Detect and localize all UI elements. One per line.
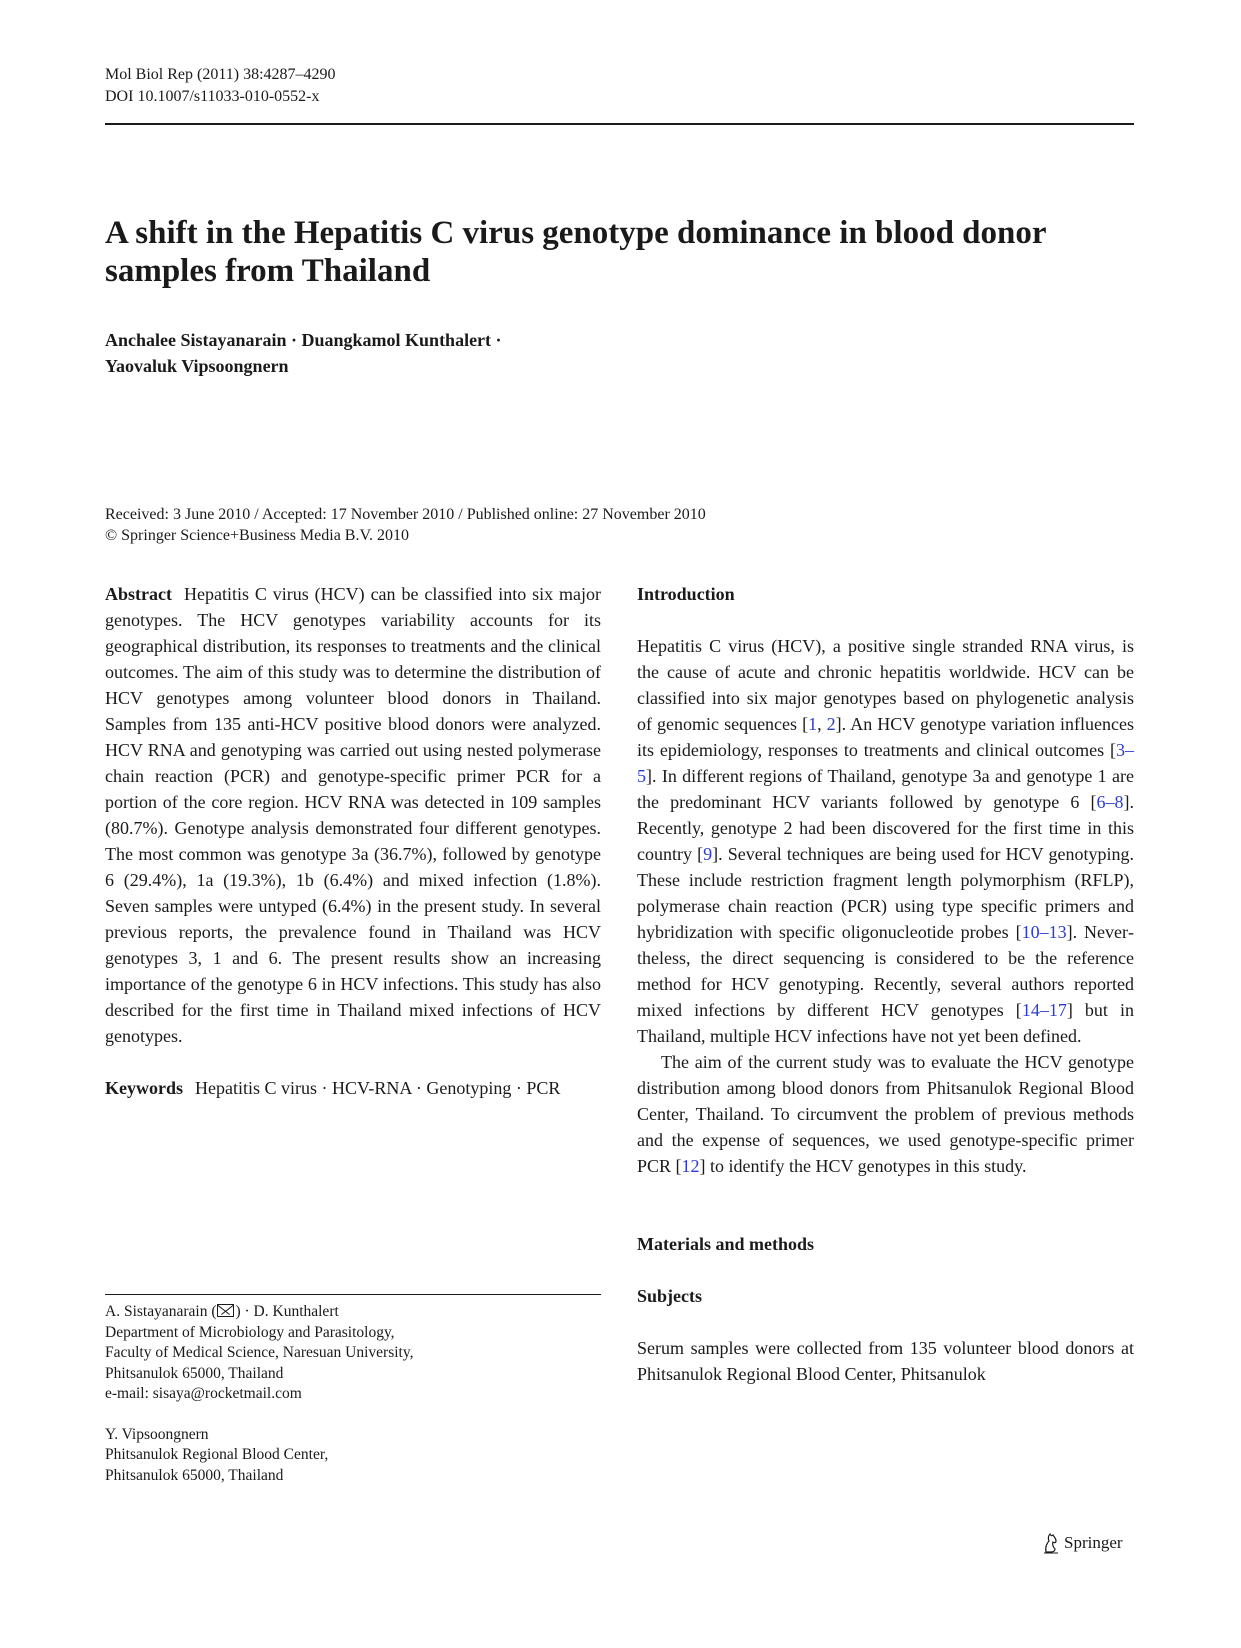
footnote-rule: [105, 1294, 601, 1295]
affiliation-2-institution: Phitsanulok Regional Blood Center,: [105, 1446, 329, 1463]
subjects-subheading: Subjects: [637, 1286, 703, 1306]
authors-line-1: Anchalee Sistayanarain · Duangkamol Kunthalert ·: [105, 330, 502, 350]
author-list: [105, 327, 805, 379]
affiliation-1: [105, 1302, 601, 1405]
affiliation-1-department: Department of Microbiology and Parasitology,: [105, 1323, 395, 1341]
springer-horse-icon: [1042, 1532, 1060, 1554]
citation-link[interactable]: 2: [826, 714, 836, 734]
affiliation-2-name: Y. Vipsoongnern: [105, 1425, 209, 1443]
citation-link[interactable]: 10–13: [1021, 922, 1067, 942]
authors-line-2: Yaovaluk Vipsoongnern: [105, 356, 289, 376]
citation-link[interactable]: 9: [703, 844, 713, 864]
affiliation-2-address: Phitsanulok 65000, Thailand: [105, 1466, 284, 1484]
affiliation-1-email[interactable]: e-mail: sisaya@rocketmail.com: [105, 1385, 302, 1402]
journal-header: [105, 64, 336, 108]
abstract-text: Hepatitis C virus (HCV) can be classified into six major genotypes. The HCV genotypes variability accounts for its geographical distribution, its responses to treatments and the clinical outcomes. The aim of this study was to determine the distribution of HCV genotypes among volunteer blood donors in Thailand. Samples from 135 anti-HCV positive blood donors were analyzed. HCV RNA and genotyping was carried out using nested polymerase chain reaction (PCR) and genotype-specific primer PCR for a portion of the core region. HCV RNA was detected in 109 samples (80.7%). Genotype analysis demonstrated four different genotypes. The most common was genotype 3a (36.7%), followed by genotype 6 (29.4%), 1a (19.3%), 1b (6.4%) and mixed infection (1.8%). Seven samples were untyped (6.4%) in the present study. In several previous reports, the prevalence found in Thailand was HCV genotypes 3, 1 and 6. The present results show an increasing importance of the genotype 6 in HCV infections. This study has also described for the first time in Thailand mixed infections of HCV genotypes.: [105, 584, 601, 1046]
publisher-logo: [1042, 1532, 1123, 1554]
affiliation-1-names: A. Sistayanarain ( ) · D. Kunthalert: [105, 1303, 339, 1320]
publication-dates: [105, 504, 1134, 546]
affiliation-1-address: Phitsanulok 65000, Thailand: [105, 1364, 284, 1382]
methods-heading: Materials and methods: [637, 1234, 814, 1254]
introduction-paragraph-1: Hepatitis C virus (HCV), a positive single stranded RNA virus, is the cause of acute and chronic hepatitis worldwide. HCV can be classified into six major genotypes based on phylogenetic analysis of genomic sequences [1, 2]. An HCV genotype variation influences its epidemiology, responses to treatments and clinical outcomes [3–5]. In different regions of Thailand, genotype 3a and genotype 1 are the predominant HCV variants followed by genotype 6 [6–8]. Recently, genotype 2 had been discovered for the first time in this country [9]. Several techniques are being used for HCV genotyping. These include restriction fragment length polymorphism (RFLP), polymerase chain reaction (PCR) using type specific primers and hybridization with specific oligonucleotide probes [10–13]. Nevertheless, the direct sequencing is considered to be the reference method for HCV genotyping. Recently, several authors reported mixed infections by different HCV genotypes [14–17] but in Thailand, multiple HCV infections have not yet been defined.: [637, 636, 1135, 1046]
methods-paragraph: Serum samples were collected from 135 volunteer blood donors at Phitsanulok Regional Blood Center, Phitsanulok: [637, 1338, 1134, 1384]
copyright: © Springer Science+Business Media B.V. 2010: [105, 527, 409, 544]
citation-link[interactable]: 12: [681, 1156, 700, 1176]
citation-link[interactable]: 14–17: [1021, 1000, 1067, 1020]
header-rule: [105, 123, 1134, 125]
abstract-label: Abstract: [105, 584, 172, 604]
right-column: [637, 581, 1134, 1387]
affiliations: [105, 1302, 601, 1506]
abstract: [105, 581, 601, 1049]
left-column: [105, 581, 601, 1101]
envelope-icon: [217, 1304, 234, 1317]
citation-link[interactable]: 3–5: [637, 740, 1134, 786]
citation-link[interactable]: 1: [808, 714, 818, 734]
affiliation-1-faculty: Faculty of Medical Science, Naresuan University,: [105, 1344, 414, 1361]
introduction-paragraph-2: The aim of the current study was to evaluate the HCV genotype distribution among blood donors from Phitsanulok Regional Blood Center, Thailand. To circumvent the problem of previous methods and the expense of sequences, we used genotype-specific primer PCR [12] to identify the HCV genotypes in this study.: [637, 1052, 1134, 1176]
received-accepted-published: Received: 3 June 2010 / Accepted: 17 November 2010 / Published online: 27 November 2010: [105, 506, 706, 523]
journal-reference: Mol Biol Rep (2011) 38:4287–4290: [105, 66, 336, 83]
article-title: A shift in the Hepatitis C virus genotype dominance in blood donor samples from Thailand: [105, 215, 1046, 289]
keywords-text: Hepatitis C virus · HCV-RNA · Genotyping · PCR: [195, 1078, 561, 1098]
keywords: [105, 1075, 601, 1101]
introduction-heading: Introduction: [637, 584, 735, 604]
doi[interactable]: DOI 10.1007/s11033-010-0552-x: [105, 88, 320, 105]
affiliation-2: [105, 1425, 601, 1487]
publisher-name: Springer: [1064, 1533, 1123, 1552]
citation-link[interactable]: 6–8: [1096, 792, 1124, 812]
keywords-label: Keywords: [105, 1078, 183, 1098]
